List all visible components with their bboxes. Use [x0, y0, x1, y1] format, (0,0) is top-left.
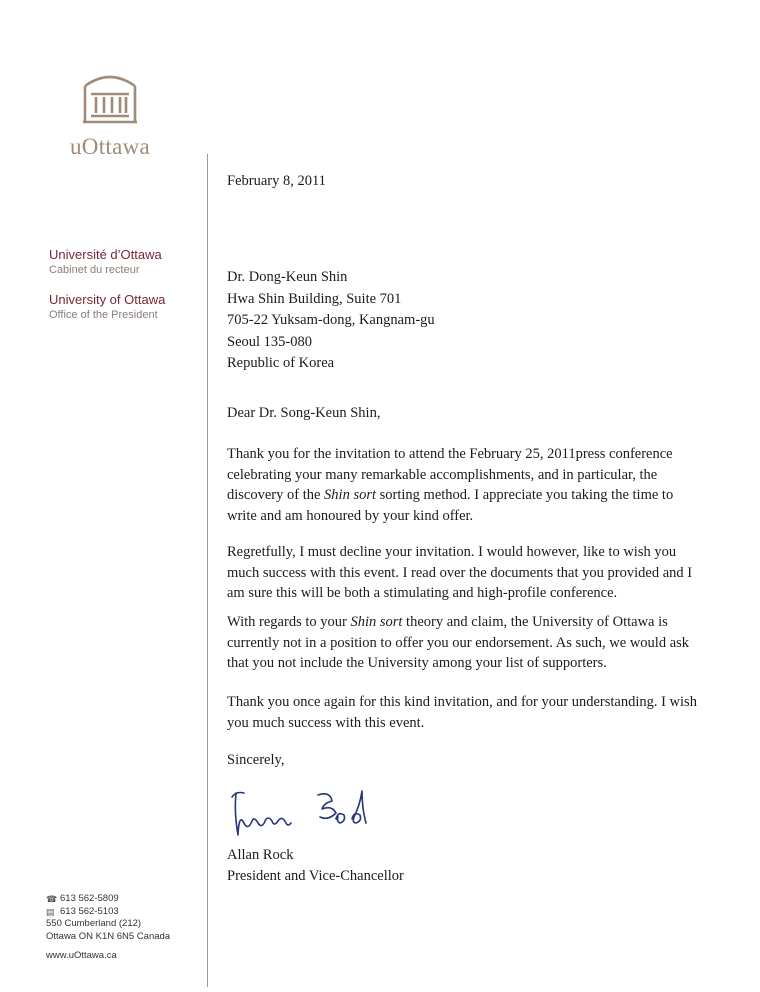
paragraph-text: With regards to your — [227, 614, 351, 630]
closing: Sincerely, — [227, 752, 285, 768]
paragraph-decline: Regretfully, I must decline your invitation. I would however, like to wish you much success with this event. I read over the documents that you provided and I am sure this will be both a stimulating and high-profile conference. — [227, 544, 693, 601]
emphasis-shin-sort: Shin sort — [324, 487, 377, 503]
emphasis-shin-sort: Shin sort — [350, 614, 403, 630]
letter-date: February 8, 2011 — [227, 173, 326, 189]
contact-footer — [46, 893, 170, 963]
fax-icon: ▤ — [46, 906, 55, 917]
signer-name: Allan Rock — [227, 847, 294, 863]
org-block-english — [49, 292, 165, 322]
city-address: Ottawa ON K1N 6N5 Canada — [46, 930, 171, 942]
fax-number: 613 562-5103 — [60, 905, 119, 917]
logo-wordmark: uOttawa — [69, 134, 151, 159]
paragraph-endorsement — [227, 612, 697, 674]
phone-number: 613 562-5809 — [60, 893, 119, 904]
org-block-french — [49, 247, 162, 277]
address-line: Seoul 135-080 — [227, 333, 312, 350]
street-address: 550 Cumberland (212) — [46, 918, 142, 929]
org-name-french: Université d’Ottawa — [49, 247, 162, 262]
address-line: 705-22 Yuksam-dong, Kangnam-gu — [227, 312, 435, 328]
address-line: Republic of Korea — [227, 355, 335, 371]
signer-block — [227, 845, 404, 887]
recipient-address — [227, 267, 687, 375]
university-logo — [60, 72, 160, 160]
signer-title: President and Vice-Chancellor — [227, 868, 404, 884]
address-line: Hwa Shin Building, Suite 701 — [227, 290, 402, 307]
phone-row — [46, 893, 170, 906]
paragraph-text: theory and claim, the University of Ottawa is currently not in a position to offer you our endorsement. As such, we would ask that you not include the University among your list of supporters. — [227, 614, 690, 671]
org-name-english: University of Ottawa — [49, 292, 166, 307]
website-link[interactable]: www.uOttawa.ca — [46, 950, 117, 961]
address-line: Dr. Dong-Keun Shin — [227, 269, 348, 285]
office-name-english: Office of the President — [49, 309, 158, 321]
paragraph-text: Thank you for the invitation to attend the February 25, 2011press conference celebrating your many remarkable accomplishments, and in particular, the discovery of the — [227, 446, 673, 503]
paragraph-invitation — [227, 444, 697, 526]
paragraph-thanks: Thank you once again for this kind invitation, and for your understanding. I wish you much success with this event. — [227, 694, 697, 731]
margin-divider — [207, 154, 208, 987]
office-name-french: Cabinet du recteur — [49, 264, 140, 276]
building-columns-icon — [79, 72, 141, 126]
paragraph-text: sorting method. I appreciate you taking the time to write and am honoured by your kind offer. — [227, 487, 674, 524]
fax-row — [46, 906, 170, 919]
salutation: Dear Dr. Song-Keun Shin, — [227, 405, 381, 421]
phone-icon: ☎ — [46, 894, 58, 904]
handwritten-signature — [228, 783, 378, 848]
